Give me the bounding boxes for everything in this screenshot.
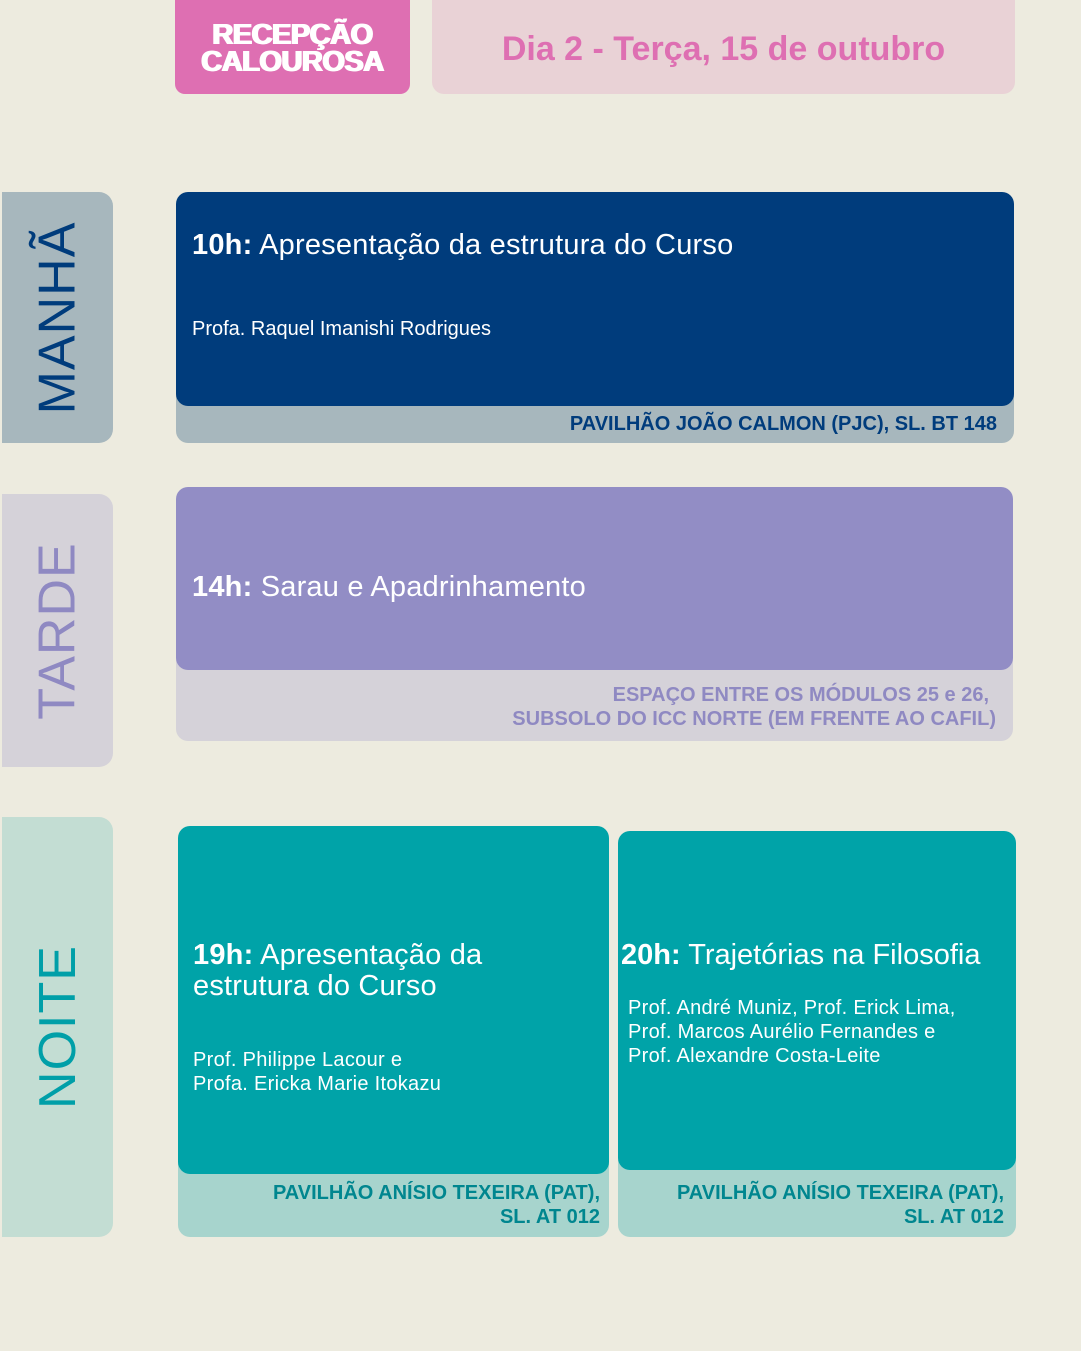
speaker-line-3: Prof. Alexandre Costa-Leite xyxy=(628,1045,881,1067)
event-title: Apresentação da estrutura do Curso xyxy=(259,229,734,261)
location-line-1: PAVILHÃO ANÍSIO TEXEIRA (PAT), xyxy=(676,1182,1004,1204)
speaker-line-1: Prof. André Muniz, Prof. Erick Lima, xyxy=(628,997,956,1019)
event-speakers xyxy=(193,1048,441,1096)
event-time: 14h: xyxy=(192,571,253,603)
event-time: 20h: xyxy=(621,939,681,971)
location-line-2: SUBSOLO DO ICC NORTE (EM FRENTE AO CAFIL) xyxy=(512,708,996,730)
logo-line-1: RECEPÇÃO xyxy=(212,19,373,51)
period-tab-afternoon xyxy=(2,494,113,767)
event-title-block xyxy=(193,940,482,1002)
event-title-row xyxy=(621,940,980,971)
period-tab-morning xyxy=(2,192,113,443)
location-line-2: SL. AT 012 xyxy=(499,1206,600,1228)
period-label-night: NOITE xyxy=(28,945,87,1109)
location-line-1: PAVILHÃO ANÍSIO TEXEIRA (PAT), xyxy=(272,1182,600,1204)
location-line-2: SL. AT 012 xyxy=(903,1206,1004,1228)
location-line-1: ESPAÇO ENTRE OS MÓDULOS 25 e 26, xyxy=(612,684,989,706)
period-label-morning: MANHÃ xyxy=(28,221,87,414)
event-logo xyxy=(175,0,410,94)
event-title-row xyxy=(192,230,733,261)
period-label-afternoon: TARDE xyxy=(28,541,87,720)
speaker-line-2: Prof. Marcos Aurélio Fernandes e xyxy=(628,1021,936,1043)
speaker-line-1: Prof. Philippe Lacour e xyxy=(193,1049,403,1071)
event-time: 10h: xyxy=(192,229,253,261)
event-card-morning xyxy=(176,192,1014,406)
event-speaker: Profa. Raquel Imanishi Rodrigues xyxy=(192,318,492,340)
event-title-row xyxy=(192,572,586,603)
logo-line-2: CALOUROSA xyxy=(201,46,384,78)
event-title: Trajetórias na Filosofia xyxy=(688,939,981,971)
day-header: Dia 2 - Terça, 15 de outubro xyxy=(432,0,1015,94)
location-text: PAVILHÃO JOÃO CALMON (PJC), SL. BT 148 xyxy=(569,413,997,435)
event-time: 19h: xyxy=(193,939,254,971)
event-title-line-2: estrutura do Curso xyxy=(193,970,437,1002)
event-card-night-1 xyxy=(178,826,609,1174)
event-card-night-2 xyxy=(618,831,1016,1170)
event-card-afternoon xyxy=(176,487,1013,670)
event-title: Sarau e Apadrinhamento xyxy=(260,571,586,603)
event-speakers xyxy=(628,996,956,1068)
event-title-line-1: Apresentação da xyxy=(260,939,483,971)
period-tab-night xyxy=(2,817,113,1237)
speaker-line-2: Profa. Ericka Marie Itokazu xyxy=(193,1073,442,1095)
